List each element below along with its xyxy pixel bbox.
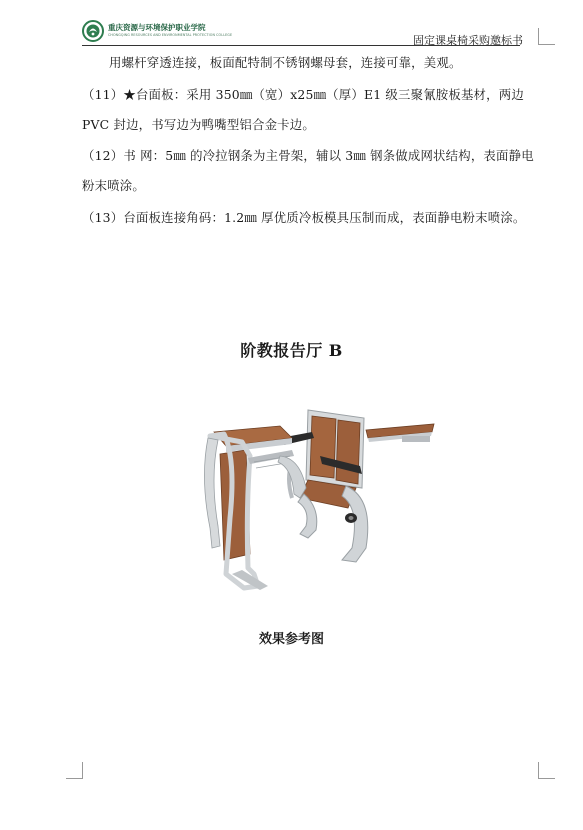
school-name: 重庆资源与环境保护职业学院 xyxy=(108,23,206,32)
school-logo-icon xyxy=(82,20,104,42)
crop-mark-bottom-right xyxy=(538,762,555,779)
rear-desk xyxy=(366,424,434,442)
paragraph-item-12: （12）书 网：5㎜ 的冷拉钢条为主骨架，辅以 3㎜ 钢条做成网状结构，表面静电粉末喷涂。 xyxy=(82,148,534,193)
header-divider xyxy=(82,45,520,46)
page-header xyxy=(82,18,537,46)
paragraph-item-13: （13）台面板连接角码：1.2㎜ 厚优质冷板模具压制而成，表面静电粉末喷涂。 xyxy=(82,210,526,225)
school-name-english: CHONGQING RESOURCES AND ENVIRONMENTAL PROTECTION COLLEGE xyxy=(108,33,233,37)
paragraph-continuation: 用螺杆穿透连接，板面配特制不锈钢螺母套，连接可靠，美观。 xyxy=(109,55,462,70)
crop-mark-bottom-left xyxy=(66,762,83,779)
paragraph-item-11: （11）★台面板：采用 350㎜（宽）x25㎜（厚）E1 级三聚氰胺板基材，两边 PVC 封边，书写边为鸭嘴型铝合金卡边。 xyxy=(82,87,524,132)
front-desk xyxy=(204,426,306,590)
figure-caption: 效果参考图 xyxy=(258,632,324,647)
document-title: 固定课桌椅采购邀标书 xyxy=(413,34,523,47)
crop-mark-top-right xyxy=(538,28,555,45)
section-title: 阶教报告厅 B xyxy=(240,341,343,360)
desk-chair-photo xyxy=(196,398,442,598)
